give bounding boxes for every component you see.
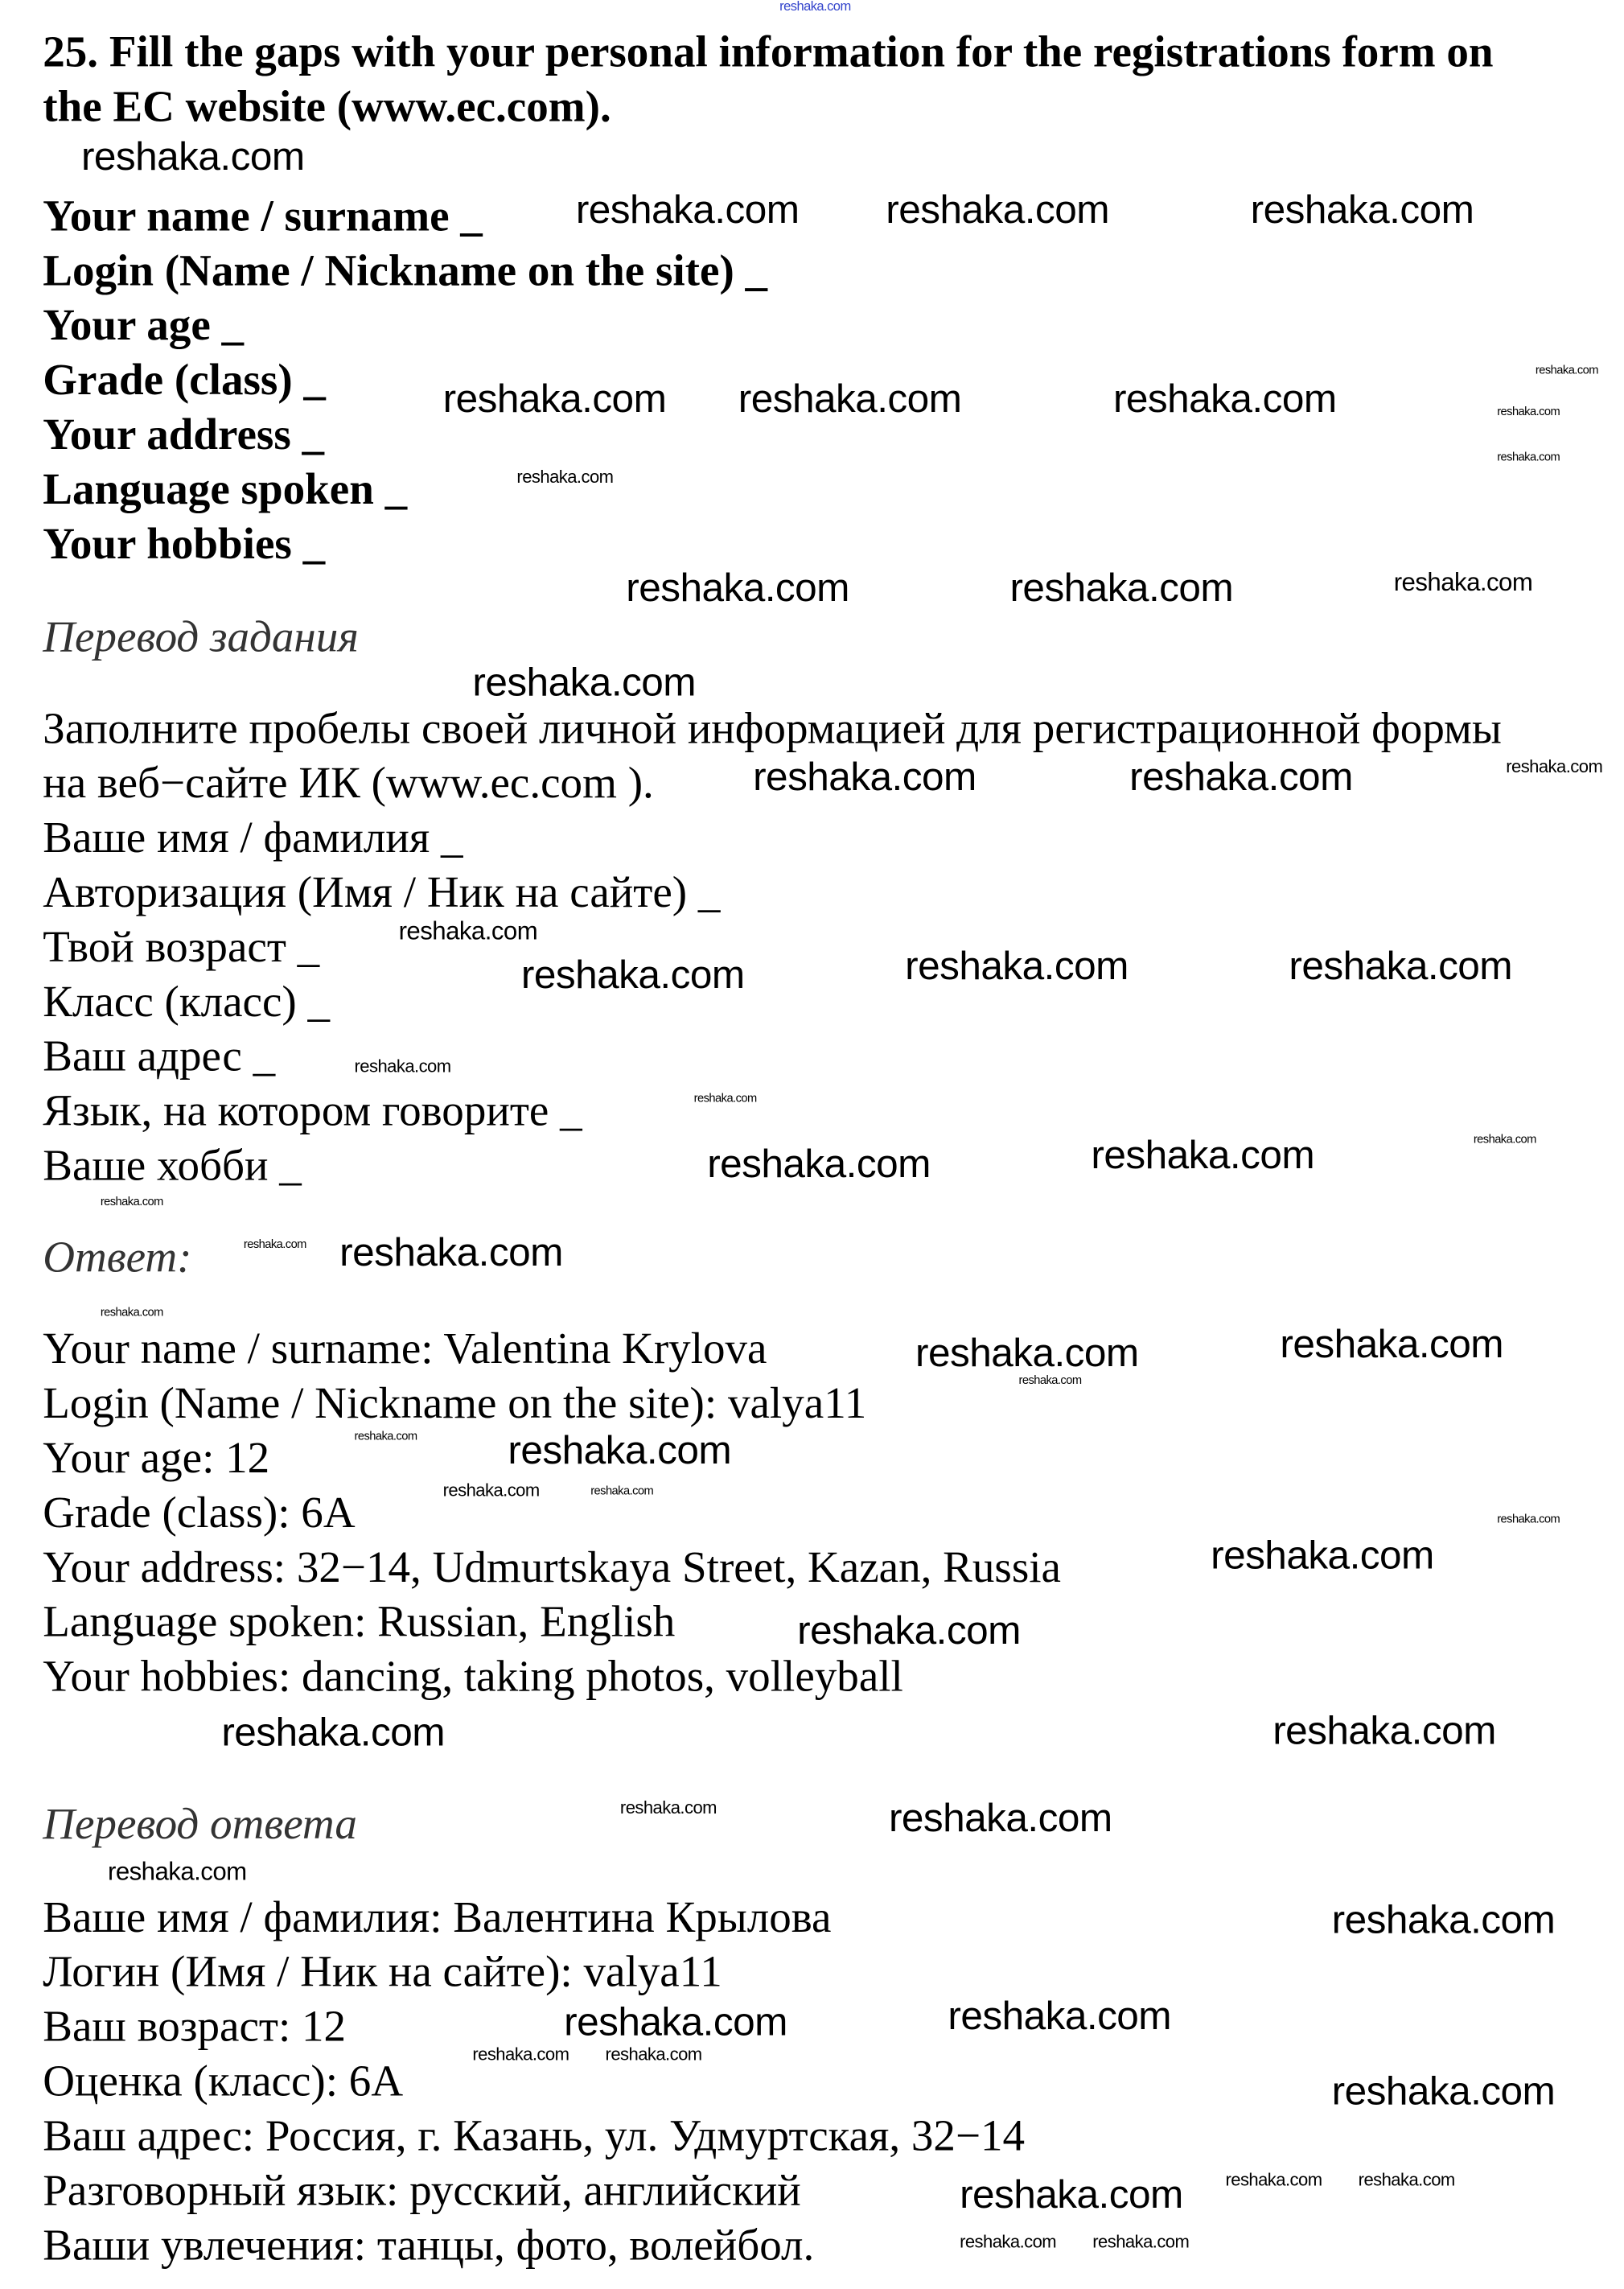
watermark: reshaka.com — [354, 1429, 417, 1443]
watermark: reshaka.com — [1497, 404, 1560, 418]
watermark: reshaka.com — [960, 2231, 1057, 2253]
answer-line: Your name / surname: Valentina Krylova — [43, 1324, 767, 1374]
watermark: reshaka.com — [1473, 1132, 1536, 1147]
watermark: reshaka.com — [1092, 2231, 1190, 2253]
watermark: reshaka.com — [442, 377, 667, 422]
answer-line: Your hobbies: dancing, taking photos, volleyball — [43, 1652, 903, 1702]
translation-field: Класс (класс) _ — [43, 978, 331, 1027]
watermark: reshaka.com — [1225, 2169, 1322, 2191]
translation-field: Авторизация (Имя / Ник на сайте) _ — [43, 868, 721, 917]
watermark: reshaka.com — [1018, 1373, 1082, 1387]
watermark: reshaka.com — [1497, 1512, 1560, 1526]
watermark: reshaka.com — [1112, 377, 1337, 422]
watermark: reshaka.com — [221, 1710, 445, 1755]
watermark: reshaka.com — [1250, 187, 1474, 233]
translation-text: на веб−сайте ИК (www.ec.com ). — [43, 759, 654, 809]
answer-heading: Ответ: — [43, 1233, 192, 1282]
answer-line: Language spoken: Russian, English — [43, 1598, 676, 1647]
translation-field: Ваш адрес _ — [43, 1032, 276, 1081]
watermark: reshaka.com — [1331, 1897, 1556, 1942]
answer-translation-line: Разговорный язык: русский, английский — [43, 2166, 801, 2216]
watermark: reshaka.com — [1211, 1533, 1434, 1578]
watermark: reshaka.com — [888, 1795, 1112, 1841]
watermark: reshaka.com — [80, 134, 305, 179]
watermark: reshaka.com — [960, 2172, 1183, 2217]
task-title: 25. Fill the gaps with your personal information for the registrations form on — [43, 27, 1494, 77]
watermark: reshaka.com — [626, 565, 849, 611]
watermark: reshaka.com — [1506, 755, 1603, 777]
watermark: reshaka.com — [564, 1999, 787, 2044]
answer-translation-heading: Перевод ответа — [43, 1800, 357, 1850]
answer-line: Your address: 32−14, Udmurtskaya Street, Kazan, Russia — [43, 1543, 1062, 1592]
watermark: reshaka.com — [100, 1305, 163, 1319]
watermark: reshaka.com — [1331, 2069, 1556, 2114]
watermark-top: reshaka.com — [779, 0, 851, 14]
watermark: reshaka.com — [948, 1993, 1172, 2038]
task-field: Your hobbies _ — [43, 520, 326, 569]
watermark: reshaka.com — [107, 1858, 247, 1886]
watermark: reshaka.com — [753, 754, 976, 800]
answer-translation-line: Ваши увлечения: танцы, фото, волейбол. — [43, 2221, 815, 2270]
translation-field: Ваше имя / фамилия _ — [43, 813, 463, 862]
watermark: reshaka.com — [905, 943, 1129, 988]
task-field: Language spoken _ — [43, 465, 408, 514]
translation-field: Ваше хобби _ — [43, 1141, 302, 1191]
translation-field: Твой возраст _ — [43, 923, 320, 972]
translation-text: Заполните пробелы своей личной информацией для регистрационной формы — [43, 704, 1502, 754]
watermark: reshaka.com — [520, 952, 745, 997]
watermark: reshaka.com — [243, 1237, 306, 1251]
watermark: reshaka.com — [516, 467, 614, 488]
watermark: reshaka.com — [1009, 565, 1234, 611]
watermark: reshaka.com — [398, 916, 538, 945]
task-title-line2: the EC website (www.ec.com). — [43, 82, 611, 132]
translation-field: Язык, на котором говорите _ — [43, 1086, 582, 1136]
watermark: reshaka.com — [619, 1797, 717, 1818]
watermark: reshaka.com — [1358, 2169, 1455, 2191]
answer-translation-line: Оценка (класс): 6А — [43, 2056, 404, 2106]
watermark: reshaka.com — [605, 2044, 702, 2065]
watermark: reshaka.com — [1272, 1708, 1496, 1753]
watermark: reshaka.com — [354, 1056, 451, 1077]
watermark: reshaka.com — [738, 377, 962, 422]
answer-translation-line: Логин (Имя / Ник на сайте): valya11 — [43, 1948, 722, 1997]
task-translation-heading: Перевод задания — [43, 612, 359, 662]
watermark: reshaka.com — [339, 1229, 563, 1275]
watermark: reshaka.com — [100, 1194, 163, 1208]
watermark: reshaka.com — [1289, 943, 1513, 988]
watermark: reshaka.com — [1091, 1132, 1315, 1177]
watermark: reshaka.com — [472, 2044, 569, 2065]
answer-line: Login (Name / Nickname on the site): valya11 — [43, 1379, 867, 1428]
watermark: reshaka.com — [472, 660, 697, 705]
watermark: reshaka.com — [693, 1091, 757, 1105]
watermark: reshaka.com — [915, 1330, 1139, 1375]
watermark: reshaka.com — [797, 1608, 1021, 1653]
answer-line: Grade (class): 6A — [43, 1488, 356, 1538]
watermark: reshaka.com — [442, 1480, 540, 1501]
answer-translation-line: Ваше имя / фамилия: Валентина Крылова — [43, 1893, 832, 1942]
answer-translation-line: Ваш адрес: Россия, г. Казань, ул. Удмуртская, 32−14 — [43, 2111, 1026, 2161]
watermark: reshaka.com — [575, 187, 800, 233]
watermark: reshaka.com — [1535, 363, 1598, 377]
answer-line: Your age: 12 — [43, 1434, 270, 1483]
watermark: reshaka.com — [1497, 450, 1560, 464]
task-field: Login (Name / Nickname on the site) _ — [43, 246, 768, 296]
task-field: Your address _ — [43, 410, 325, 459]
watermark: reshaka.com — [1280, 1321, 1504, 1366]
watermark: reshaka.com — [886, 187, 1109, 233]
task-field: Your age _ — [43, 301, 245, 351]
watermark: reshaka.com — [1393, 568, 1533, 597]
task-field: Your name / surname _ — [43, 191, 483, 241]
watermark: reshaka.com — [508, 1427, 732, 1472]
watermark: reshaka.com — [1129, 754, 1353, 800]
answer-translation-line: Ваш возраст: 12 — [43, 2002, 347, 2052]
watermark: reshaka.com — [590, 1484, 654, 1498]
watermark: reshaka.com — [707, 1141, 931, 1186]
task-field: Grade (class) _ — [43, 356, 326, 405]
